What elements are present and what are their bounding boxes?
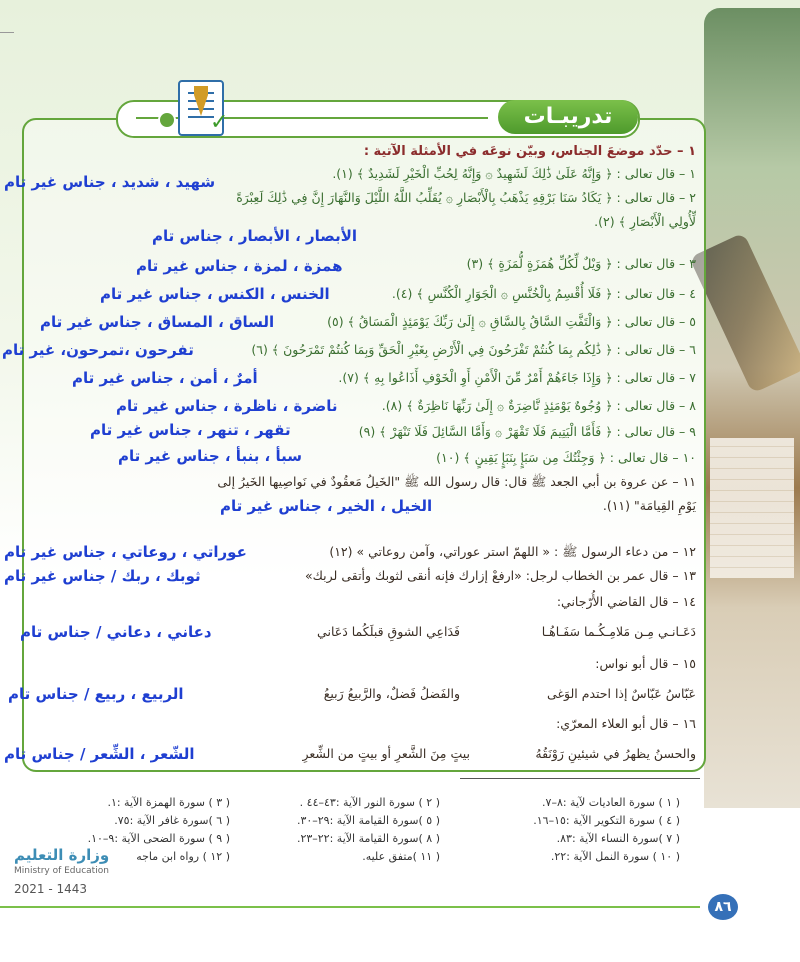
newspaper-image xyxy=(710,438,794,578)
answer-text: الساق ، المساق ، جناس غير تام xyxy=(40,313,275,331)
footnote: ( ١١ )متفق عليه. xyxy=(362,850,440,863)
exercise-line: ١٢ – من دعاء الرسول ﷺ : « اللهمّ استر عوراتي، وآمن روعاتي » (١٢) xyxy=(329,544,696,559)
exercise-line: ١١ – عن عروة بن أبي الجعد ﷺ قال: قال رسول الله ﷺ "الخَيلُ مَعقُودٌ في نَواصِيها الخَيرُ إلى xyxy=(217,474,696,489)
exercise-line: ١٣ – قال عمر بن الخطاب لرجل: «ارفعْ إزارك فإنه أنقى لثوبك وأتقى لربك» xyxy=(305,568,696,583)
footnote-rule xyxy=(460,778,700,779)
answer-text: الربيع ، ربيع / جناس تام xyxy=(8,685,184,703)
bottom-rule xyxy=(0,906,700,908)
answer-text: الأبصار ، الأبصار ، جناس تام xyxy=(152,227,358,245)
footnote: ( ٢ ) سورة النور الآية :٤٣–٤٤ . xyxy=(299,796,440,809)
ministry-logo: وزارة التعليم xyxy=(14,846,110,864)
answer-text: الخنس ، الكنس ، جناس غير تام xyxy=(100,285,330,303)
header-dot xyxy=(158,111,176,129)
exercise-line: ٤ – قال تعالى : ﴿ فَلَا أُقْسِمُ بِالْخُنَّسِ ۞ الْجَوَارِ الْكُنَّسِ ﴾ (٤). xyxy=(391,286,696,301)
footnote: ( ٧ )سورة النساء الآية :٨٣. xyxy=(556,832,680,845)
footnote: ( ٨ )سورة القيامة الآية :٢٢–٢٣. xyxy=(296,832,440,845)
answer-text: ثوبك ، ربك / جناس غير تام xyxy=(4,567,201,585)
exercise-line: ٥ – قال تعالى : ﴿ وَالْتَفَّتِ السَّاقُ بِالسَّاقِ ۞ إِلَىٰ رَبِّكَ يَوْمَئِذٍ الْمَسَاقُ ﴾ (٥) xyxy=(327,314,696,329)
footnote: ( ١ ) سورة العاديات لآية :٨–٧. xyxy=(542,796,680,809)
answer-text: شهيد ، شديد ، جناس غير تام xyxy=(4,173,216,191)
edition-year: 2021 - 1443 xyxy=(14,882,88,896)
answer-text: ناضرة ، ناظرة ، جناس غير تام xyxy=(116,397,338,415)
answer-text: دعاني ، دعاني / جناس تام xyxy=(20,623,212,641)
exercise-line: ١٤ – قال القاضي الأُرّجاني: xyxy=(556,594,696,609)
exercise-line: ٦ – قال تعالى : ﴿ ذَٰلِكُم بِمَا كُنتُمْ تَفْرَحُونَ فِي الْأَرْضِ بِغَيْرِ الْحَقِّ وَبِمَا كُنتُمْ تَمْرَحُونَ ﴾ (٦) xyxy=(251,342,696,357)
answer-text: سبأ ، بنبأ ، جناس غير تام xyxy=(118,447,302,465)
exercise-line: ٧ – قال تعالى : ﴿ وَإِذَا جَاءَهُمْ أَمْرٌ مِّنَ الْأَمْنِ أَوِ الْخَوْفِ أَذَاعُوا بِهِ ﴾ (٧). xyxy=(338,370,696,385)
footnote: ( ٣ ) سورة الهمزة الآية :١. xyxy=(107,796,230,809)
poem-hemistich: دَعَـانـي مِـن مَلامِـكُـما سَفَـاهُـا xyxy=(541,624,696,639)
crop-mark xyxy=(0,32,14,47)
poem-hemistich: بيتٍ مِنَ الشَّعرِ أو بيتٍ من الشِّعرِ xyxy=(302,746,470,761)
exercise-line: ١٠ – قال تعالى : ﴿ وَجِئْتُكَ مِن سَبَإٍ بِنَبَإٍ يَقِينٍ ﴾ (١٠) xyxy=(436,450,696,465)
page-number: ٨٦ xyxy=(708,894,738,920)
exercise-line: ١٦ – قال أبو العلاء المعرّي: xyxy=(556,716,696,731)
exercise-line: يَوْمِ القِيامَة" (١١). xyxy=(602,498,696,513)
exercise-line: ٣ – قال تعالى : ﴿ وَيْلٌ لِّكُلِّ هُمَزَةٍ لُّمَزَةٍ ﴾ (٣) xyxy=(466,256,696,271)
checkmark-icon: ✓ xyxy=(210,110,229,135)
section-title: تدريبـات xyxy=(498,100,638,134)
answer-text: الخيل ، الخير ، جناس غير تام xyxy=(220,497,433,515)
footnote: ( ٦ )سورة غافر الآية :٧٥. xyxy=(114,814,230,827)
exercise-instruction: ١ – حدّد موضعَ الجناس، وبيّن نوعَه في الأمثلة الآتية : xyxy=(363,144,696,159)
answer-text: تقهر ، تنهر ، جناس غير تام xyxy=(90,421,291,439)
exercise-line: ١ – قال تعالى : ﴿ وَإِنَّهُ عَلَىٰ ذَٰلِكَ لَشَهِيدٌ ۞ وَإِنَّهُ لِحُبِّ الْخَيْرِ لَشَدِيدٌ ﴾ (١). xyxy=(332,166,696,181)
answer-text: همزة ، لمزة ، جناس غير تام xyxy=(136,257,343,275)
answer-text: تفرحون ،تمرحون، غير تام xyxy=(2,341,194,359)
answer-text: عوراتي ، روعاتي ، جناس غير تام xyxy=(4,543,247,561)
poem-hemistich: فَدَاعِي الشوقِ قبلَكُما دَعَاني xyxy=(317,624,460,639)
exercise-line: ٨ – قال تعالى : ﴿ وُجُوهٌ يَوْمَئِذٍ نَّاضِرَةٌ ۞ إِلَىٰ رَبِّهَا نَاظِرَةٌ ﴾ (٨). xyxy=(381,398,696,413)
footnote: ( ٤ ) سورة التكوير الآية :١٥–١٦. xyxy=(533,814,680,827)
poem-hemistich: والفَضلُ فَضلٌ، والرَّبيعُ رَبيعُ xyxy=(323,686,460,701)
exercise-line: لِّأُولِي الْأَبْصَارِ ﴾ (٢). xyxy=(594,214,696,229)
decorative-photo-strip xyxy=(704,8,800,808)
exercise-line: ٢ – قال تعالى : ﴿ يَكَادُ سَنَا بَرْقِهِ يَذْهَبُ بِالْأَبْصَارِ ۞ يُقَلِّبُ اللَّهُ اللَّيْلَ وَالنَّهَارَ إِنَّ فِي ذَٰلِكَ لَعِبْرَةً xyxy=(236,190,696,205)
footnote: ( ١٠ ) سورة النمل الآية :٢٢. xyxy=(550,850,680,863)
footnote: ( ٩ ) سورة الضحى الآية :٩–١٠. xyxy=(87,832,230,845)
exercise-line: ٩ – قال تعالى : ﴿ فَأَمَّا الْيَتِيمَ فَلَا تَقْهَرْ ۞ وَأَمَّا السَّائِلَ فَلَا تَنْهَرْ ﴾ (٩) xyxy=(358,424,696,439)
document-pen-icon xyxy=(178,80,229,136)
ministry-name-en: Ministry of Education xyxy=(14,866,109,876)
answer-text: أمرٌ ، أمن ، جناس غير تام xyxy=(72,369,258,387)
poem-hemistich: والحسنُ يظهرُ في شيئينِ رَوْنَقُهُ xyxy=(535,746,696,761)
poem-hemistich: عَبّاسُ عَبّاسٌ إذا احتدم الوَغى xyxy=(547,686,696,701)
footnote: ( ٥ )سورة القيامة الآية :٢٩–٣٠. xyxy=(296,814,440,827)
footnote: ( ١٢ ) رواه ابن ماجه xyxy=(136,850,230,863)
pen-nib-icon xyxy=(194,86,208,116)
answer-text: الشّعر ، الشِّعر / جناس تام xyxy=(4,745,195,763)
exercise-line: ١٥ – قال أبو نواس: xyxy=(595,656,696,671)
